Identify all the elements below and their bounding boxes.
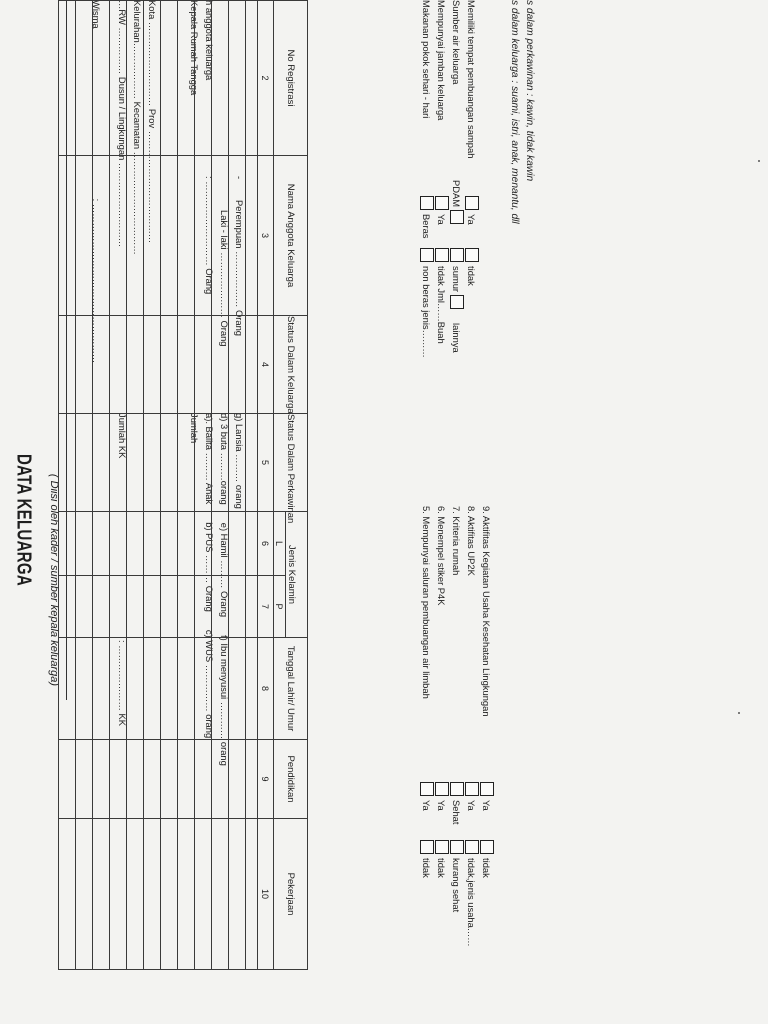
- table-cell[interactable]: [76, 740, 93, 819]
- table-cell[interactable]: [178, 414, 195, 512]
- sumur-checkbox[interactable]: [450, 248, 464, 262]
- table-cell[interactable]: [127, 740, 144, 819]
- up2k-tidak-checkbox[interactable]: [465, 840, 479, 854]
- beras-checkbox[interactable]: [420, 196, 434, 210]
- kepala-rumah-tangga: Kepala Rumah Tangga: [189, 0, 200, 96]
- table-cell[interactable]: [110, 316, 127, 414]
- kelurahan-label: Kelurahan: [132, 0, 143, 43]
- rumah-kurang-checkbox[interactable]: [450, 840, 464, 854]
- rumah-sehat-label: Sehat: [451, 800, 463, 825]
- footer-note-1: s dalam keluarga : suami, istri, anak, menantu, dll: [509, 0, 520, 224]
- q2-label: Mempunyai jamban keluarga: [436, 0, 447, 121]
- q4-ya-option: [465, 196, 479, 225]
- jumlah-kk-label: Jumlah KK: [117, 413, 128, 459]
- header-jenis-kelamin: Jenis Kelamin: [286, 512, 308, 638]
- form-subtitle: ( Diisi oleh kader / sumber kepala keluarga): [48, 473, 60, 687]
- table-cell[interactable]: [212, 414, 229, 512]
- table-spacer-row: [246, 1, 258, 970]
- rumah-sehat-checkbox[interactable]: [450, 782, 464, 796]
- table-cell[interactable]: [144, 576, 161, 638]
- kota-line: Kota ……………………… Prov ………………………………: [147, 0, 158, 244]
- table-cell[interactable]: [246, 156, 258, 316]
- table-cell[interactable]: [246, 819, 258, 970]
- q1-label: Makanan pokok sehari - hari: [421, 0, 432, 119]
- table-row: [161, 1, 178, 970]
- header-l: L: [274, 512, 286, 576]
- table-cell[interactable]: [229, 414, 246, 512]
- table-cell[interactable]: [178, 638, 195, 740]
- table-cell[interactable]: [76, 316, 93, 414]
- jumlah-row-1: a). Balita ……… Anakb) PUS ……… Orangc) WUS …………… orang: [204, 413, 215, 739]
- sampah-ya-label: Ya: [466, 214, 478, 225]
- table-cell[interactable]: [76, 1, 93, 156]
- buah-label: Buah: [436, 321, 448, 344]
- q3-sumur-option: [450, 248, 464, 353]
- table-cell[interactable]: [229, 316, 246, 414]
- kesling-ya-label: Ya: [481, 800, 493, 811]
- jamban-tidak-checkbox[interactable]: [435, 248, 449, 262]
- non-beras-label: non beras jenis: [421, 266, 433, 330]
- limbah-tidak-checkbox[interactable]: [420, 840, 434, 854]
- wisma-line: Wisma: ……………………………………………: [91, 0, 102, 364]
- ibu-menyusui-label: f) Ibu menyusui: [219, 635, 230, 700]
- table-cell[interactable]: [59, 740, 76, 819]
- table-cell[interactable]: [110, 638, 127, 740]
- table-cell[interactable]: [195, 512, 212, 576]
- table-cell[interactable]: [93, 414, 110, 512]
- table-cell[interactable]: [161, 512, 178, 576]
- jumlah-row-3: g) Lansia ……… orang: [234, 413, 245, 509]
- table-row: [178, 1, 195, 970]
- table-cell[interactable]: [127, 1, 144, 156]
- q5-label: 5. Mempunyai saluran pembuangan air limbah: [421, 506, 432, 699]
- table-cell[interactable]: [195, 1, 212, 156]
- rw-line: …RW …………… Dusun / Lingkungan ………………………: [117, 0, 128, 248]
- jamban-tidak-label: tidak: [436, 266, 448, 286]
- balita-label: a). Balita: [204, 413, 215, 450]
- table-cell[interactable]: [144, 414, 161, 512]
- table-cell[interactable]: [161, 316, 178, 414]
- table-cell[interactable]: [127, 638, 144, 740]
- lainnya-label: lainnya: [451, 323, 463, 353]
- pdam-label: PDAM: [451, 180, 463, 208]
- table-row: [144, 1, 161, 970]
- ibu-menyusui-unit: orang: [219, 741, 230, 766]
- table-cell[interactable]: [127, 512, 144, 576]
- stiker-tidak-checkbox[interactable]: [435, 840, 449, 854]
- table-row: [195, 1, 212, 970]
- table-cell[interactable]: [144, 156, 161, 316]
- table-cell[interactable]: [76, 819, 93, 970]
- header-status-keluarga: Status Dalam Keluarga: [274, 316, 308, 414]
- table-cell[interactable]: [76, 156, 93, 316]
- table-cell[interactable]: [161, 1, 178, 156]
- q1-beras-option: [420, 196, 434, 239]
- perempuan-line: Perempuan ……………… Orang: [234, 200, 245, 336]
- kecamatan-label: Kecamatan: [132, 101, 143, 150]
- kesling-ya-checkbox[interactable]: [480, 782, 494, 796]
- table-cell[interactable]: [76, 638, 93, 740]
- hamil-unit: Orang: [219, 590, 230, 618]
- column-number-cell: 10: [258, 819, 274, 970]
- table-cell[interactable]: [144, 316, 161, 414]
- table-cell[interactable]: [229, 638, 246, 740]
- table-cell[interactable]: [161, 576, 178, 638]
- table-cell[interactable]: [93, 316, 110, 414]
- table-cell[interactable]: [178, 316, 195, 414]
- wus-unit: orang: [204, 714, 215, 739]
- table-cell[interactable]: [93, 1, 110, 156]
- table-cell[interactable]: [246, 316, 258, 414]
- table-cell[interactable]: [195, 316, 212, 414]
- table-cell[interactable]: [76, 512, 93, 576]
- table-cell[interactable]: [93, 638, 110, 740]
- kesling-tidak-label: tidak: [481, 858, 493, 878]
- table-cell[interactable]: [59, 1, 76, 156]
- jumlah-title: Jumlah: [189, 413, 200, 444]
- table-cell[interactable]: [229, 1, 246, 156]
- table-cell[interactable]: [144, 740, 161, 819]
- table-cell[interactable]: [93, 740, 110, 819]
- q5-ya-option: [420, 782, 434, 811]
- column-number-row: [258, 1, 274, 970]
- column-number-cell: 8: [258, 638, 274, 740]
- table-body: [59, 1, 258, 970]
- table-cell[interactable]: [161, 740, 178, 819]
- table-cell[interactable]: [144, 1, 161, 156]
- table-cell[interactable]: [144, 512, 161, 576]
- q3-pdam-option: [450, 180, 464, 228]
- table-cell[interactable]: [161, 638, 178, 740]
- header-pekerjaan: Pekerjaan: [274, 819, 308, 970]
- table-cell[interactable]: [59, 414, 76, 512]
- q8-ya-option: [465, 782, 479, 811]
- stiker-ya-label: Ya: [436, 800, 448, 811]
- q7-kurang-option: [450, 840, 464, 912]
- table-cell[interactable]: [212, 1, 229, 156]
- anggota-colon: :: [204, 176, 215, 179]
- table-cell[interactable]: [110, 156, 127, 316]
- form-title: DATA KELUARGA: [12, 454, 35, 586]
- table-cell[interactable]: [127, 819, 144, 970]
- rw-label: …RW: [117, 0, 128, 25]
- q8-label: 8. Aktifitas UP2K: [466, 506, 477, 576]
- table-cell[interactable]: [127, 414, 144, 512]
- q6-label: 6. Menempel stiker P4K: [436, 506, 447, 606]
- table-cell[interactable]: [229, 819, 246, 970]
- column-number-cell: 2: [258, 1, 274, 156]
- sampah-tidak-checkbox[interactable]: [465, 248, 479, 262]
- prov-label: Prov: [147, 108, 158, 129]
- footer-note-2: s dalam perkawinan : kawin, tidak kawin: [524, 0, 535, 182]
- table-cell[interactable]: [178, 819, 195, 970]
- table-cell[interactable]: [246, 414, 258, 512]
- header-no-registrasi: No Registrasi: [274, 1, 308, 156]
- table-row: [59, 1, 76, 970]
- jumlah-row-2: d) 3 buta ………orange) Hamil ……… Orangf) Ibu menyusui ………… orang: [219, 413, 230, 766]
- kota-label: Kota: [147, 0, 158, 20]
- dash-mark: -: [234, 176, 245, 180]
- kesling-tidak-checkbox[interactable]: [480, 840, 494, 854]
- table-cell[interactable]: [195, 819, 212, 970]
- table-cell[interactable]: [59, 512, 76, 576]
- stiker-tidak-label: tidak: [436, 858, 448, 878]
- column-number-cell: 9: [258, 740, 274, 819]
- q6-tidak-option: [435, 840, 449, 878]
- table-cell[interactable]: [144, 819, 161, 970]
- table-cell[interactable]: [59, 638, 76, 740]
- q7-sehat-option: [450, 782, 464, 825]
- table-cell[interactable]: [229, 512, 246, 576]
- q4-tidak-option: [465, 248, 479, 286]
- table-cell[interactable]: [110, 1, 127, 156]
- header-tanggal-lahir: Tanggal Lahir/ Umur: [274, 638, 308, 740]
- column-number-cell: 3: [258, 156, 274, 316]
- jamban-ya-label: Ya: [436, 214, 448, 225]
- scan-speck: [738, 712, 740, 714]
- table-cell[interactable]: [212, 740, 229, 819]
- limbah-ya-checkbox[interactable]: [420, 782, 434, 796]
- table-row: [76, 1, 93, 970]
- header-status-perkawinan: Status Dalam Perkawinan: [274, 414, 308, 512]
- anggota-unit: Orang: [204, 268, 215, 295]
- table-cell[interactable]: [59, 316, 76, 414]
- table-cell[interactable]: [127, 316, 144, 414]
- table-cell[interactable]: [161, 414, 178, 512]
- header-pendidikan: Pendidikan: [274, 740, 308, 819]
- table-cell[interactable]: [246, 1, 258, 156]
- lansia-unit: orang: [234, 484, 245, 509]
- table-cell[interactable]: [212, 576, 229, 638]
- q1-nonberas-option: non beras jenis ………: [420, 248, 434, 358]
- jml-label: Jml: [436, 288, 448, 304]
- table-cell[interactable]: [93, 576, 110, 638]
- q2-tidak-option: tidak Jml …… Buah: [435, 248, 449, 344]
- rumah-kurang-label: kurang sehat: [451, 858, 463, 913]
- non-beras-checkbox[interactable]: [420, 248, 434, 262]
- anggota-value: : ……………………… Orang: [204, 176, 215, 295]
- table-cell[interactable]: [110, 414, 127, 512]
- table-cell[interactable]: [246, 512, 258, 576]
- table-cell[interactable]: [93, 819, 110, 970]
- table-cell[interactable]: [229, 740, 246, 819]
- table-cell[interactable]: [195, 576, 212, 638]
- q9-label: 9. Aktifitas Kegiatan Usaha Kesehatan Lingkungan: [481, 506, 492, 717]
- limbah-ya-label: Ya: [421, 800, 433, 811]
- wisma-label: Wisma: [91, 0, 102, 29]
- beras-label: Beras: [421, 214, 433, 239]
- table-row: [229, 1, 246, 970]
- q9-tidak-option: [480, 840, 494, 878]
- table-cell[interactable]: [229, 156, 246, 316]
- column-number-cell: 4: [258, 316, 274, 414]
- table-cell[interactable]: [110, 740, 127, 819]
- header-p: P: [274, 576, 286, 638]
- laki-line: Laki - laki ………………… Orang: [219, 210, 230, 347]
- table-cell[interactable]: [93, 156, 110, 316]
- header-nama-anggota: Nama Anggota Keluarga: [274, 156, 308, 316]
- table-cell[interactable]: [212, 819, 229, 970]
- q7-label: 7. Kriteria rumah: [451, 506, 462, 576]
- jumlah-kk-colon: :: [117, 640, 128, 643]
- pus-unit: Orang: [204, 585, 215, 612]
- table-cell[interactable]: [212, 316, 229, 414]
- q5-tidak-option: [420, 840, 434, 878]
- table-cell[interactable]: [76, 576, 93, 638]
- jamban-ya-checkbox[interactable]: [435, 196, 449, 210]
- table-cell[interactable]: [195, 740, 212, 819]
- wus-label: c) WUS: [204, 629, 215, 663]
- q3-label: Sumber air keluarga: [451, 0, 462, 85]
- tiga-buta-unit: orang: [219, 480, 230, 505]
- table-cell[interactable]: [161, 819, 178, 970]
- table-cell[interactable]: [195, 156, 212, 316]
- up2k-ya-checkbox[interactable]: [465, 782, 479, 796]
- q2-ya-option: [435, 196, 449, 225]
- anggota-label: h anggota keluarga: [204, 0, 215, 81]
- laki-label: Laki - laki: [219, 210, 230, 250]
- hamil-label: e) Hamil: [219, 522, 230, 558]
- table-cell[interactable]: [178, 512, 195, 576]
- family-members-table: [58, 0, 308, 970]
- q4-label: Memiliki tempat pembuangan sampah: [466, 0, 477, 159]
- perempuan-unit: Orang: [234, 309, 245, 336]
- table-cell[interactable]: [178, 156, 195, 316]
- tiga-buta-label: d) 3 buta: [219, 413, 230, 451]
- lansia-label: g) Lansia: [234, 413, 245, 452]
- scan-speck: [758, 160, 760, 162]
- limbah-tidak-label: tidak: [421, 858, 433, 878]
- table-row: [110, 1, 127, 970]
- table-cell[interactable]: [59, 576, 76, 638]
- sampah-tidak-label: tidak: [466, 266, 478, 286]
- stiker-ya-checkbox[interactable]: [435, 782, 449, 796]
- table-cell[interactable]: [161, 156, 178, 316]
- table-cell[interactable]: [110, 576, 127, 638]
- kelurahan-line: Kelurahan……………… Kecamatan ……………………………: [132, 0, 143, 255]
- table-cell[interactable]: [178, 1, 195, 156]
- q8-tidak-option: tidak,jenis usaha ……: [465, 840, 479, 947]
- up2k-tidak-label: tidak,jenis usaha: [466, 858, 478, 928]
- dusun-label: Dusun / Lingkungan: [117, 76, 128, 161]
- table-cell[interactable]: [212, 638, 229, 740]
- table-cell[interactable]: [212, 512, 229, 576]
- lainnya-checkbox[interactable]: [450, 295, 464, 309]
- table-cell[interactable]: [76, 414, 93, 512]
- wisma-colon: :: [91, 198, 102, 202]
- up2k-ya-label: Ya: [466, 800, 478, 811]
- kk-unit: KK: [117, 713, 128, 726]
- laki-unit: Orang: [219, 320, 230, 347]
- table-cell[interactable]: [110, 512, 127, 576]
- table-cell[interactable]: [246, 740, 258, 819]
- table-cell[interactable]: [195, 638, 212, 740]
- table-cell[interactable]: [178, 740, 195, 819]
- pus-label: b) PUS: [204, 522, 215, 553]
- table-cell[interactable]: [212, 156, 229, 316]
- table-cell[interactable]: [59, 819, 76, 970]
- table-cell[interactable]: [93, 512, 110, 576]
- q9-ya-option: [480, 782, 494, 811]
- perempuan-label: Perempuan: [234, 200, 245, 249]
- table-cell[interactable]: [246, 638, 258, 740]
- table-cell[interactable]: [110, 819, 127, 970]
- table-cell[interactable]: [127, 576, 144, 638]
- table-cell[interactable]: [229, 576, 246, 638]
- q6-ya-option: [435, 782, 449, 811]
- table-cell[interactable]: [246, 576, 258, 638]
- column-number-cell: 7: [258, 576, 274, 638]
- column-number-cell: 5: [258, 414, 274, 512]
- table-cell[interactable]: [144, 638, 161, 740]
- table-cell[interactable]: [178, 576, 195, 638]
- table-cell[interactable]: [195, 414, 212, 512]
- table-cell[interactable]: [127, 156, 144, 316]
- table-cell[interactable]: [59, 156, 76, 316]
- sumur-label: sumur: [451, 266, 463, 293]
- table-row: [127, 1, 144, 970]
- sampah-ya-checkbox[interactable]: [465, 196, 479, 210]
- column-number-cell: 6: [258, 512, 274, 576]
- pdam-checkbox[interactable]: [450, 210, 464, 224]
- jumlah-kk-value: : ………………… KK: [117, 640, 128, 726]
- table-row: [212, 1, 229, 970]
- table-row: [93, 1, 110, 970]
- balita-unit: Anak: [204, 482, 215, 505]
